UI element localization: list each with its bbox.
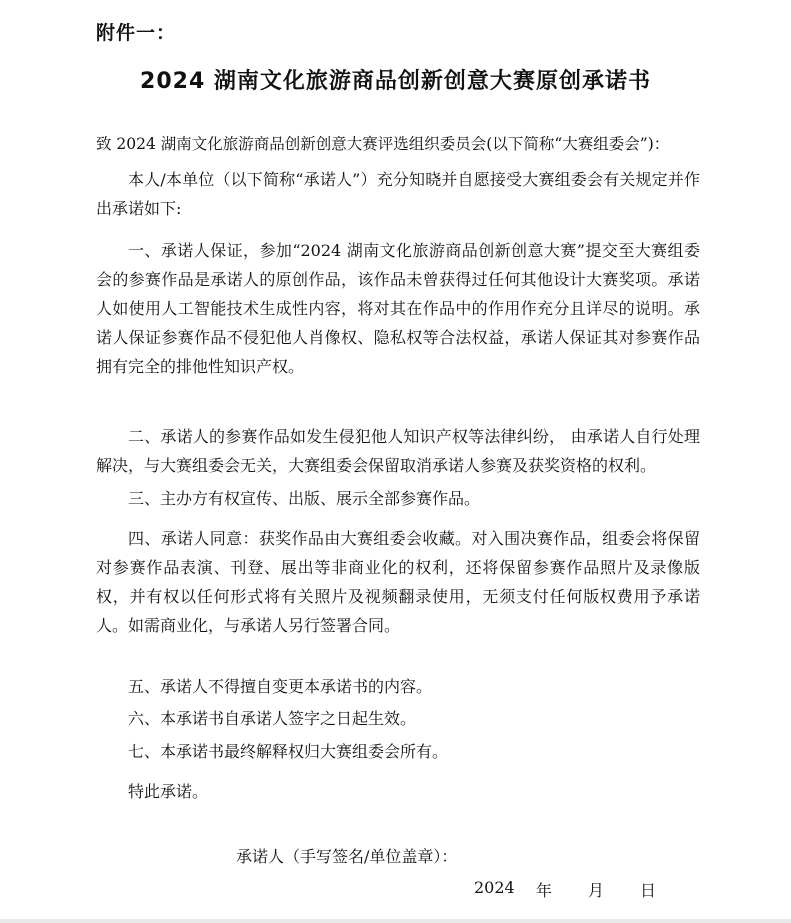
date-year: 2024: [474, 878, 515, 897]
paragraph-intro: 本人/本单位（以下简称“承诺人”）充分知晓并自愿接受大赛组委会有关规定并作出承诺如下:: [96, 170, 700, 218]
date-year-unit: 年: [536, 881, 553, 900]
paragraph-clause-1: 一、承诺人保证，参加“2024 湖南文化旅游商品创新创意大赛”提交至大赛组委会的参赛作品是承诺人的原创作品，该作品未曾获得过任何其他设计大赛奖项。承诺人如使用人工智能技术生成性内容，将对其在作品中的作用作充分且详尽的说明。承诺人保证参赛作品不侵犯他人肖像权、隐私权等合法权益，承诺人保证其对参赛作品拥有完全的排他性知识产权。: [96, 241, 700, 376]
paragraph-clause-5: 五、承诺人不得擅自变更本承诺书的内容。: [128, 677, 433, 696]
paragraph-closing: 特此承诺。: [128, 782, 209, 801]
signature-label: 承诺人（手写签名/单位盖章）：: [236, 847, 458, 866]
paragraph-clause-6: 六、本承诺书自承诺人签字之日起生效。: [128, 709, 417, 728]
attachment-label: 附件一：: [96, 22, 177, 44]
document-title: 2024 湖南文化旅游商品创新创意大赛原创承诺书: [140, 69, 651, 94]
paragraph-clause-2: 二、承诺人的参赛作品如发生侵犯他人知识产权等法律纠纷， 由承诺人自行处理解决，与大赛组委会无关，大赛组委会保留取消承诺人参赛及获奖资格的权利。: [96, 427, 700, 475]
paragraph-clause-4: 四、承诺人同意：获奖作品由大赛组委会收藏。对入围决赛作品，组委会将保留对参赛作品表演、刊登、展出等非商业化的权利，还将保留参赛作品照片及录像版权，并有权以任何形式将有关照片及视频翻录使用，无须支付任何版权费用予承诺人。如需商业化，与承诺人另行签署合同。: [96, 529, 700, 635]
paragraph-clause-3: 三、主办方有权宣传、出版、展示全部参赛作品。: [128, 489, 481, 508]
date-month-unit: 月: [588, 881, 605, 900]
date-day-unit: 日: [640, 881, 657, 900]
paragraph-clause-7: 七、本承诺书最终解释权归大赛组委会所有。: [128, 742, 449, 761]
addressee-line: 致 2024 湖南文化旅游商品创新创意大赛评选组织委员会(以下简称“大赛组委会”)：: [96, 135, 670, 153]
page-bottom-edge: [0, 919, 791, 923]
